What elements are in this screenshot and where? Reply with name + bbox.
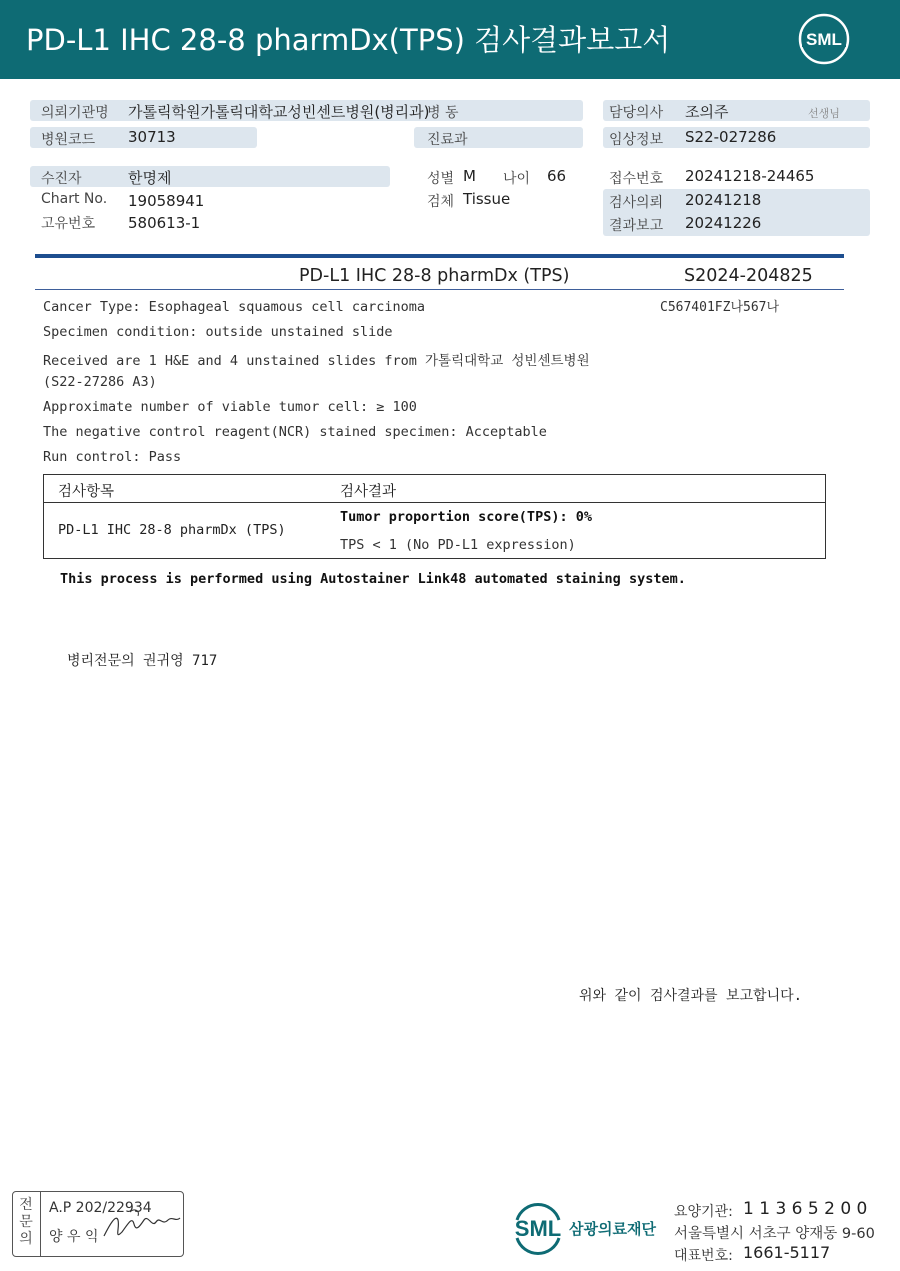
result-report-label: 결과보고 — [609, 218, 664, 234]
report-line: (S22-27286 A3) — [43, 374, 157, 390]
result-report-value: 20241226 — [685, 214, 762, 232]
doctor-suffix: 선생님 — [808, 107, 840, 120]
age-label: 나이 — [503, 171, 531, 187]
stamp-ap-number: A.P 202/22934 — [49, 1200, 152, 1216]
institution-label: 의뢰기관명 — [41, 105, 109, 121]
hospital-code-value: 30713 — [128, 128, 176, 146]
divider-thin — [35, 289, 844, 290]
clinical-value: S22-027286 — [685, 128, 777, 146]
chart-label: Chart No. — [41, 191, 108, 207]
table-result-score: Tumor proportion score(TPS): 0% — [340, 509, 592, 525]
foundation-logo-text: SML — [514, 1216, 562, 1241]
stamp-divider — [40, 1191, 41, 1257]
sex-value: M — [463, 167, 476, 185]
divider-thick — [35, 254, 844, 258]
signature-icon — [100, 1206, 184, 1244]
report-line: Cancer Type: Esophageal squamous cell carcinoma — [43, 299, 426, 315]
yoyang-value: 1 1 3 6 5 2 0 0 — [743, 1199, 868, 1219]
stamp-vertical-label: 전문의 — [19, 1197, 33, 1247]
logo-text: SML — [806, 30, 842, 49]
phone-label: 대표번호: — [674, 1248, 733, 1264]
patient-value: 한명제 — [128, 169, 172, 187]
table-divider — [43, 502, 826, 503]
table-header-item: 검사항목 — [58, 484, 115, 500]
report-title: PD-L1 IHC 28-8 pharmDx (TPS) — [299, 266, 570, 286]
pathologist-line: 병리전문의 권귀영 717 — [67, 653, 218, 669]
page-title: PD-L1 IHC 28-8 pharmDx(TPS) 검사결과보고서 — [26, 23, 671, 57]
unique-label: 고유번호 — [41, 216, 96, 232]
specimen-label: 검체 — [427, 194, 455, 210]
table-header-result: 검사결과 — [340, 484, 397, 500]
hospital-code-label: 병원코드 — [41, 132, 96, 148]
table-result-expression: TPS < 1 (No PD-L1 expression) — [340, 537, 576, 553]
age-value: 66 — [547, 167, 567, 185]
sex-label: 성별 — [427, 171, 455, 187]
institution-value: 가톨릭학원가톨릭대학교성빈센트병원(병리과) — [128, 103, 430, 121]
patient-box — [30, 166, 390, 187]
ward-label: 병 동 — [427, 105, 459, 121]
process-note: This process is performed using Autostainer Link48 automated staining system. — [60, 571, 686, 587]
unique-value: 580613-1 — [128, 214, 201, 232]
chart-value: 19058941 — [128, 192, 205, 210]
specimen-value: Tissue — [463, 190, 511, 208]
sml-logo-icon — [798, 13, 850, 65]
phone-value: 1661-5117 — [743, 1243, 831, 1262]
table-item: PD-L1 IHC 28-8 pharmDx (TPS) — [58, 522, 286, 538]
report-line: Run control: Pass — [43, 449, 182, 465]
doctor-label: 담당의사 — [609, 105, 664, 121]
report-line: Received are 1 H&E and 4 unstained slides from 가톨릭대학교 성빈센트병원 — [43, 353, 590, 369]
request-label: 검사의뢰 — [609, 195, 664, 211]
address: 서울특별시 서초구 양재동 9-60 — [674, 1226, 875, 1242]
receipt-value: 20241218-24465 — [685, 167, 815, 185]
stamp-name: 양 우 익 — [49, 1229, 99, 1245]
report-line: The negative control reagent(NCR) stained specimen: Acceptable — [43, 424, 547, 440]
doctor-value: 조의주 — [685, 103, 729, 121]
receipt-label: 접수번호 — [609, 171, 664, 187]
report-code: C567401FZ나567나 — [660, 300, 780, 315]
yoyang-label: 요양기관: — [674, 1204, 733, 1220]
report-number: S2024-204825 — [684, 266, 813, 286]
department-label: 진료과 — [427, 132, 468, 148]
report-line: Specimen condition: outside unstained slide — [43, 324, 393, 340]
sml-foundation-logo-icon — [509, 1200, 567, 1256]
request-value: 20241218 — [685, 191, 762, 209]
foundation-name: 삼광의료재단 — [569, 1220, 656, 1238]
closing-statement: 위와 같이 검사결과를 보고합니다. — [579, 988, 803, 1004]
patient-label: 수진자 — [41, 171, 82, 187]
report-line: Approximate number of viable tumor cell: ≥ 100 — [43, 399, 417, 415]
clinical-label: 임상정보 — [609, 132, 664, 148]
